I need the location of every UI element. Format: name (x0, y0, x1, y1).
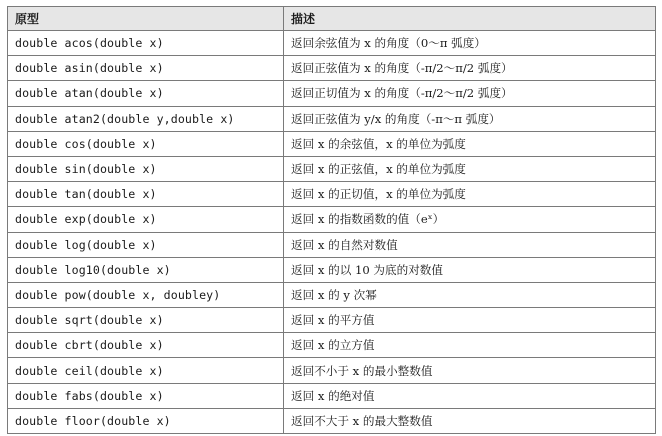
header-prototype: 原型 (8, 7, 284, 31)
table-row (8, 182, 656, 207)
description-cell: 返回 x 的以 10 为底的对数值 (284, 257, 656, 282)
description-cell: 返回正弦值为 x 的角度（-π/2～π/2 弧度） (284, 56, 656, 81)
table-row (8, 232, 656, 257)
prototype-cell: double atan(double x) (8, 81, 284, 106)
function-table-container (7, 6, 655, 434)
prototype-cell: double tan(double x) (8, 182, 284, 207)
prototype-cell: double exp(double x) (8, 207, 284, 232)
prototype-cell: double pow(double x, doubley) (8, 282, 284, 307)
header-description: 描述 (284, 7, 656, 31)
prototype-cell: double cos(double x) (8, 131, 284, 156)
header-row (8, 7, 656, 31)
table-row (8, 207, 656, 232)
description-cell: 返回 x 的绝对值 (284, 383, 656, 408)
prototype-cell: double acos(double x) (8, 31, 284, 56)
table-row (8, 106, 656, 131)
description-cell: 返回 x 的平方值 (284, 308, 656, 333)
prototype-cell: double log(double x) (8, 232, 284, 257)
description-cell: 返回 x 的自然对数值 (284, 232, 656, 257)
table-row (8, 257, 656, 282)
table-row (8, 156, 656, 181)
table-row (8, 408, 656, 433)
description-cell: 返回不小于 x 的最小整数值 (284, 358, 656, 383)
table-row (8, 81, 656, 106)
prototype-cell: double cbrt(double x) (8, 333, 284, 358)
prototype-cell: double ceil(double x) (8, 358, 284, 383)
description-cell: 返回不大于 x 的最大整数值 (284, 408, 656, 433)
description-cell: 返回正切值为 x 的角度（-π/2～π/2 弧度） (284, 81, 656, 106)
prototype-cell: double asin(double x) (8, 56, 284, 81)
prototype-cell: double sin(double x) (8, 156, 284, 181)
table-row (8, 282, 656, 307)
table-header (8, 7, 656, 31)
table-row (8, 31, 656, 56)
description-cell: 返回 x 的余弦值，x 的单位为弧度 (284, 131, 656, 156)
description-cell: 返回 x 的指数函数的值（eˣ） (284, 207, 656, 232)
table-row (8, 333, 656, 358)
description-cell: 返回 x 的立方值 (284, 333, 656, 358)
description-cell: 返回 x 的 y 次幂 (284, 282, 656, 307)
prototype-cell: double floor(double x) (8, 408, 284, 433)
math-functions-table (7, 6, 656, 434)
description-cell: 返回 x 的正弦值，x 的单位为弧度 (284, 156, 656, 181)
description-cell: 返回正弦值为 y/x 的角度（-π～π 弧度） (284, 106, 656, 131)
table-body (8, 31, 656, 434)
description-cell: 返回 x 的正切值，x 的单位为弧度 (284, 182, 656, 207)
prototype-cell: double atan2(double y,double x) (8, 106, 284, 131)
table-row (8, 56, 656, 81)
prototype-cell: double fabs(double x) (8, 383, 284, 408)
table-row (8, 383, 656, 408)
table-row (8, 308, 656, 333)
table-row (8, 131, 656, 156)
table-row (8, 358, 656, 383)
prototype-cell: double log10(double x) (8, 257, 284, 282)
prototype-cell: double sqrt(double x) (8, 308, 284, 333)
description-cell: 返回余弦值为 x 的角度（0～π 弧度） (284, 31, 656, 56)
